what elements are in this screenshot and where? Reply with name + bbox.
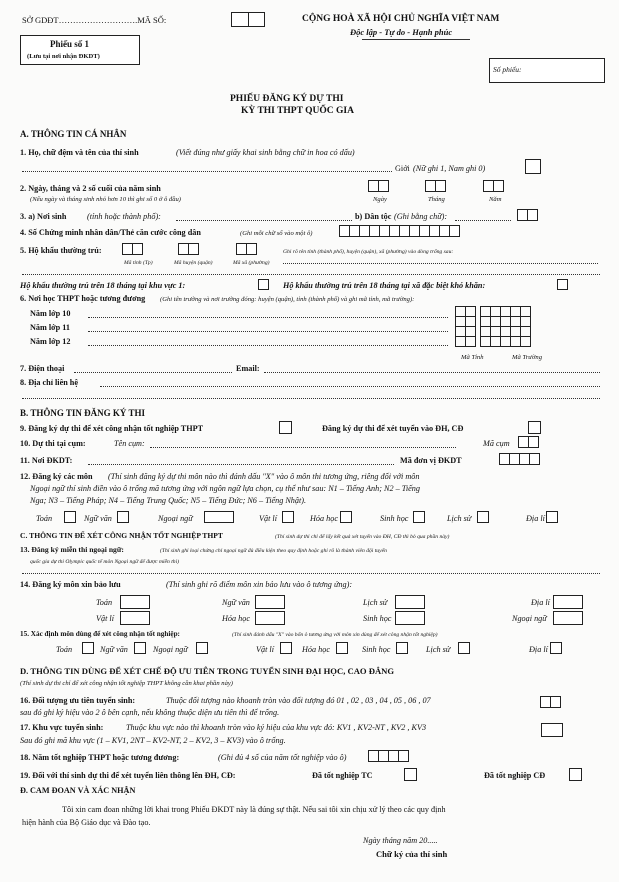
q17-note2: Sau đó ghi mã khu vực (1 – KV1, 2NT – KV2-NT, 2 – KV2, 3 – KV3) vào ô trống. xyxy=(20,736,286,745)
q3a-note: (tỉnh hoặc thành phố): xyxy=(87,212,161,221)
gender-label: Giới xyxy=(395,164,410,173)
subject-label-geography: Địa lí xyxy=(526,514,545,523)
day-label: Ngày xyxy=(373,196,387,203)
ma-dv-cells[interactable] xyxy=(500,453,540,465)
subject-box-language[interactable] xyxy=(204,511,234,523)
reserve-label-language: Ngoại ngữ xyxy=(512,614,547,623)
q1-label: 1. Họ, chữ đệm và tên của thí sinh xyxy=(20,148,139,157)
q12-note3: Nga; N3 – Tiếng Pháp; N4 – Tiếng Trung Quốc; N5 – Tiếng Đức; N6 – Tiếng Nhật). xyxy=(30,496,307,505)
grad-label-math: Toán xyxy=(56,645,73,654)
q17-label: 17. Khu vực tuyển sinh: xyxy=(20,723,104,732)
grad-label-literature: Ngữ văn xyxy=(100,645,128,654)
grade10-label: Năm lớp 10 xyxy=(30,309,71,318)
district-code-label: Mã huyện (quận) xyxy=(174,260,213,266)
gender-note: (Nữ ghi 1, Nam ghi 0) xyxy=(413,164,486,173)
phieu-so-note: (Lưu tại nơi nhận ĐKDT) xyxy=(27,53,100,60)
subject-box-math[interactable] xyxy=(64,511,76,523)
phieu-so-title: Phiếu số 1 xyxy=(50,39,90,49)
section-b-heading: B. THÔNG TIN ĐĂNG KÝ THI xyxy=(20,408,146,418)
q9b-checkbox[interactable] xyxy=(528,421,541,434)
ma-cum-cells[interactable] xyxy=(519,436,539,448)
ward-code-cells[interactable] xyxy=(237,243,257,255)
reserve-box-biology[interactable] xyxy=(395,611,425,625)
ma-tinh-label: Mã Tỉnh xyxy=(461,354,484,361)
subject-box-geography[interactable] xyxy=(546,511,558,523)
grad-label-geography: Địa lí xyxy=(529,645,548,654)
q2-note: (Nếu ngày và tháng sinh nhỏ hơn 10 thì ghi số 0 ở ô đầu) xyxy=(30,196,181,203)
subject-label-biology: Sinh học xyxy=(380,514,409,523)
q2-label: 2. Ngày, tháng và 2 số cuối của năm sinh xyxy=(20,184,161,193)
grade11-label: Năm lớp 11 xyxy=(30,323,71,332)
birthplace-field[interactable] xyxy=(176,220,352,221)
residence-line[interactable] xyxy=(22,274,600,275)
reserve-label-physics: Vật lí xyxy=(96,614,114,623)
kv1-checkbox[interactable] xyxy=(258,279,269,290)
subject-label-literature: Ngữ văn xyxy=(84,514,112,523)
camdoan-line1: Tôi xin cam đoan những lời khai trong Phiếu ĐKDT này là đúng sự thật. Nếu sai tôi xin chịu xử lý theo các quy định xyxy=(62,805,446,814)
reserve-label-literature: Ngữ văn xyxy=(222,598,250,607)
reserve-label-history: Lịch sử xyxy=(363,598,388,607)
q10-label: 10. Dự thi tại cụm: xyxy=(20,439,86,448)
tn-cd-checkbox[interactable] xyxy=(569,768,582,781)
q9b-label: Đăng ký dự thi để xét tuyển vào ĐH, CĐ xyxy=(322,424,464,433)
section-d-note: (Thí sinh dự thi chỉ để xét công nhận tốt nghiệp THPT không cần khai phần này) xyxy=(20,680,233,687)
reserve-box-physics[interactable] xyxy=(120,611,150,625)
q14-label: 14. Đăng ký môn xin bảo lưu xyxy=(20,580,121,589)
district-code-cells[interactable] xyxy=(179,243,199,255)
grad-box-physics[interactable] xyxy=(280,642,292,654)
grad-label-physics: Vật lí xyxy=(256,645,274,654)
q14-note: (Thí sinh ghi rõ điểm môn xin bảo lưu vào ô tương ứng): xyxy=(166,580,353,589)
section-c-note: (Thí sinh dự thi chỉ để lấy kết quả xét tuyển vào ĐH, CĐ thì bỏ qua phần này) xyxy=(275,534,450,540)
school-code-grid[interactable] xyxy=(455,306,531,347)
motto-underline xyxy=(362,39,470,40)
q3a-label: 3. a) Nơi sinh xyxy=(20,212,67,221)
grad-box-biology[interactable] xyxy=(396,642,408,654)
subject-label-chemistry: Hóa học xyxy=(310,514,338,523)
q9-label: 9. Đăng ký dự thi để xét công nhận tốt nghiệp THPT xyxy=(20,424,204,433)
subject-box-literature[interactable] xyxy=(117,511,129,523)
subject-label-history: Lịch sử xyxy=(447,514,472,523)
grad-year-cells[interactable] xyxy=(369,750,409,762)
priority-cells[interactable] xyxy=(541,696,561,708)
q12-note1: (Thí sinh đăng ký dự thi môn nào thì đánh dấu "X" vào ô môn thi tương ứng, riêng đối với môn xyxy=(108,472,420,481)
q19-label: 19. Đối với thí sinh dự thi để xét tuyển liên thông lên ĐH, CĐ: xyxy=(20,771,236,780)
q1-note: (Viết đúng như giấy khai sinh bằng chữ in hoa có dấu) xyxy=(176,148,355,157)
reserve-box-language[interactable] xyxy=(553,611,583,625)
ma-so-divider xyxy=(248,12,249,27)
full-name-field[interactable] xyxy=(22,171,392,172)
q18-note: (Ghi đủ 4 số của năm tốt nghiệp vào ô) xyxy=(218,753,347,762)
sign-date: Ngày tháng năm 20..... xyxy=(363,836,438,845)
q12-label: 12. Đăng ký các môn xyxy=(20,472,93,481)
q6-note: (Ghi tên trường và nơi trường đóng: huyện (quận), tỉnh (thành phố) và ghi mã tỉnh, mã trường): xyxy=(160,296,415,303)
q16-note1: Thuộc đối tượng nào khoanh tròn vào đối tượng đó 01 , 02 , 03 , 04 , 05 , 06 , 07 xyxy=(166,696,431,705)
grad-label-biology: Sinh học xyxy=(362,645,391,654)
email-field[interactable] xyxy=(264,372,600,373)
grad-box-chemistry[interactable] xyxy=(336,642,348,654)
ma-truong-label: Mã Trường xyxy=(512,354,543,361)
reserve-label-biology: Sinh học xyxy=(363,614,392,623)
grad-label-chemistry: Hóa học xyxy=(302,645,330,654)
region-box[interactable] xyxy=(541,723,563,737)
q5-label: 5. Hộ khẩu thường trú: xyxy=(20,246,102,255)
grad-box-history[interactable] xyxy=(458,642,470,654)
email-label: Email: xyxy=(236,364,260,373)
q8-label: 8. Địa chỉ liên hệ xyxy=(20,378,78,387)
dob-month-cells[interactable] xyxy=(426,180,446,192)
dob-day-cells[interactable] xyxy=(369,180,389,192)
reserve-box-chemistry[interactable] xyxy=(255,611,285,625)
address-field[interactable] xyxy=(100,386,600,387)
q13-note1: (Thí sinh ghi loại chứng chỉ ngoại ngữ đủ điều kiện theo quy định hoặc ghi rõ là thành viên đội tuyển xyxy=(160,548,387,554)
grad-box-math[interactable] xyxy=(82,642,94,654)
q16-note2: sau đó ghi ký hiệu vào 2 ô bên cạnh, nếu không thuộc diện ưu tiên thì để trống. xyxy=(20,708,280,717)
q15-label: 15. Xác định môn dùng để xét công nhận tốt nghiệp: xyxy=(20,630,180,638)
q12-note2: Ngoại ngữ thí sinh điền vào ô trống mã tương ứng với ngôn ngữ lựa chọn, cụ thể như sau: N1 – Tiếng Anh; N2 – Tiếng xyxy=(30,484,420,493)
grad-box-literature[interactable] xyxy=(134,642,146,654)
grad-label-language: Ngoại ngữ xyxy=(153,645,188,654)
ethnicity-field[interactable] xyxy=(455,220,511,221)
subject-box-biology[interactable] xyxy=(413,511,425,523)
gender-box[interactable] xyxy=(525,159,541,174)
so-gddt-label: SỞ GDĐT……………………….MÃ SỐ: xyxy=(22,15,167,25)
subject-label-language: Ngoại ngữ xyxy=(158,514,193,523)
q3b-note: (Ghi bằng chữ): xyxy=(394,212,448,221)
tn-tc-checkbox[interactable] xyxy=(404,768,417,781)
reserve-label-chemistry: Hóa học xyxy=(222,614,250,623)
grade10-field[interactable] xyxy=(88,317,448,318)
q5-note: Ghi rõ tên tỉnh (thành phố), huyện (quận), xã (phường) vào dòng trống sau: xyxy=(283,249,454,255)
subject-box-history[interactable] xyxy=(477,511,489,523)
q17-note1: Thuộc khu vực nào thì khoanh tròn vào ký hiệu của khu vực đó: KV1 , KV2-NT , KV2 , KV3 xyxy=(126,723,427,732)
reserve-box-geography[interactable] xyxy=(553,595,583,609)
q9-checkbox[interactable] xyxy=(279,421,292,434)
reserve-label-geography: Địa lí xyxy=(531,598,550,607)
subject-label-math: Toán xyxy=(36,514,53,523)
address-line[interactable] xyxy=(22,398,600,399)
so-phieu-label: Số phiếu: xyxy=(493,65,522,74)
phone-field[interactable] xyxy=(74,372,232,373)
q7-label: 7. Điện thoại xyxy=(20,364,65,373)
q4-note: (Ghi mỗi chữ số vào một ô) xyxy=(240,230,313,237)
ten-cum-label: Tên cụm: xyxy=(114,439,145,448)
dob-year-cells[interactable] xyxy=(484,180,504,192)
camdoan-line2: hiện hành của Bộ Giáo dục và Đào tạo. xyxy=(22,818,151,827)
form-title: PHIẾU ĐĂNG KÝ DỰ THI xyxy=(230,94,344,104)
q15-note: (Thí sinh đánh dấu "X" vào bốn ô tương ứng với môn xin dùng để xét công nhận tốt nghiệp) xyxy=(232,632,438,638)
q18-label: 18. Năm tốt nghiệp THPT hoặc tương đương: xyxy=(20,753,180,762)
dkdt-field[interactable] xyxy=(88,464,394,465)
grad-box-language[interactable] xyxy=(196,642,208,654)
ethnicity-cells[interactable] xyxy=(518,209,538,221)
q4-label: 4. Số Chứng minh nhân dân/Thẻ căn cước công dân xyxy=(20,228,201,237)
section-dd-heading: Đ. CAM ĐOAN VÀ XÁC NHẬN xyxy=(20,786,136,795)
ten-cum-field[interactable] xyxy=(150,447,456,448)
id-number-cells[interactable] xyxy=(340,225,460,237)
tn-cd-label: Đã tốt nghiệp CĐ xyxy=(484,771,546,780)
ward-code-label: Mã xã (phường) xyxy=(233,260,270,266)
year-label: Năm xyxy=(489,196,502,203)
q16-label: 16. Đối tượng ưu tiên tuyển sinh: xyxy=(20,696,136,705)
province-code-cells[interactable] xyxy=(123,243,143,255)
subject-box-chemistry[interactable] xyxy=(340,511,352,523)
grad-box-geography[interactable] xyxy=(550,642,562,654)
form-subtitle: KỲ THI THPT QUỐC GIA xyxy=(241,106,354,116)
grad-label-history: Lịch sử xyxy=(426,645,451,654)
dbkk-label: Hộ khẩu thường trú trên 18 tháng tại xã đặc biệt khó khăn: xyxy=(283,281,486,290)
residence-field[interactable] xyxy=(283,263,598,264)
grade12-field[interactable] xyxy=(88,345,448,346)
q13-label: 13. Đăng ký miễn thi ngoại ngữ: xyxy=(20,545,124,554)
reserve-box-literature[interactable] xyxy=(255,595,285,609)
reserve-label-math: Toán xyxy=(96,598,113,607)
section-c-heading: C. THÔNG TIN ĐỂ XÉT CÔNG NHẬN TỐT NGHIỆP THPT xyxy=(20,531,223,540)
motto: Độc lập - Tự do - Hạnh phúc xyxy=(350,27,453,37)
kv1-label: Hộ khẩu thường trú trên 18 tháng tại khu vực 1: xyxy=(20,281,186,290)
q13-note2: quốc gia dự thi Olympic quốc tế môn Ngoại ngữ để được miễn thi) xyxy=(30,559,180,565)
province-code-label: Mã tỉnh (Tp) xyxy=(124,260,153,266)
section-d-heading: D. THÔNG TIN DÙNG ĐỂ XÉT CHẾ ĐỘ ƯU TIÊN TRONG TUYỂN SINH ĐẠI HỌC, CAO ĐẲNG xyxy=(20,666,395,676)
ma-dv-label: Mã đơn vị ĐKDT xyxy=(400,456,462,465)
dbkk-checkbox[interactable] xyxy=(557,279,568,290)
exempt-field[interactable] xyxy=(22,573,600,574)
q6-label: 6. Nơi học THPT hoặc tương đương xyxy=(20,294,146,303)
subject-box-physics[interactable] xyxy=(282,511,294,523)
signature-label: Chữ ký của thí sinh xyxy=(376,849,448,859)
ma-cum-label: Mã cụm xyxy=(483,439,510,448)
tn-tc-label: Đã tốt nghiệp TC xyxy=(312,771,373,780)
q11-label: 11. Nơi ĐKDT: xyxy=(20,456,73,465)
reserve-box-history[interactable] xyxy=(395,595,425,609)
reserve-box-math[interactable] xyxy=(120,595,150,609)
month-label: Tháng xyxy=(428,196,445,203)
section-a-heading: A. THÔNG TIN CÁ NHÂN xyxy=(20,129,127,139)
country-name: CỘNG HOÀ XÃ HỘI CHỦ NGHĨA VIỆT NAM xyxy=(302,14,500,24)
subject-label-physics: Vật lí xyxy=(259,514,277,523)
q3b-label: b) Dân tộc xyxy=(355,212,392,221)
grade12-label: Năm lớp 12 xyxy=(30,337,71,346)
grade11-field[interactable] xyxy=(88,331,448,332)
